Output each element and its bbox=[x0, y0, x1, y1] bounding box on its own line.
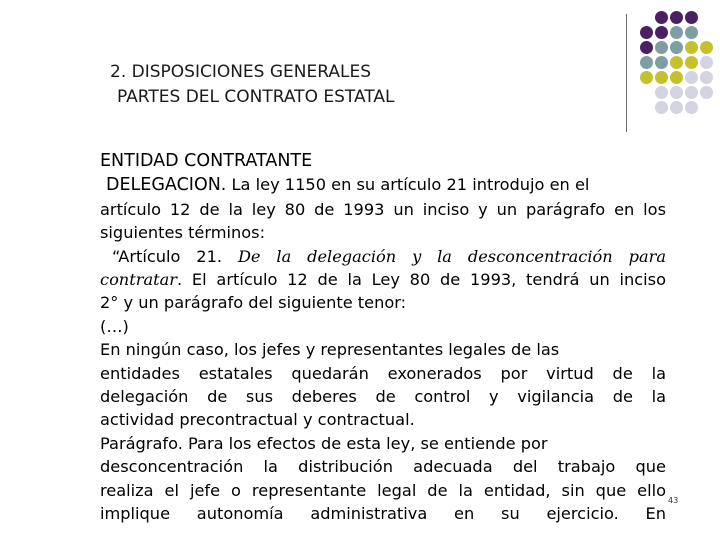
page-number: 43 bbox=[668, 496, 679, 505]
decorative-dot bbox=[655, 56, 668, 69]
paragraph-line: actividad precontractual y contractual. bbox=[100, 410, 415, 430]
article-title-italic: De la delegación y la desconcentración para bbox=[237, 246, 666, 266]
section-heading: ENTIDAD CONTRATANTE bbox=[100, 151, 313, 171]
decorative-dot bbox=[685, 71, 698, 84]
decorative-dot bbox=[640, 71, 653, 84]
text-line: siguientes términos: bbox=[100, 223, 266, 243]
decorative-dot bbox=[685, 56, 698, 69]
decorative-dot bbox=[640, 41, 653, 54]
decorative-dot bbox=[640, 26, 653, 39]
decorative-dot bbox=[655, 86, 668, 99]
text-line: 2° y un parágrafo del siguiente tenor: bbox=[100, 293, 407, 313]
delegacion-label: DELEGACION. bbox=[106, 175, 227, 196]
decorative-dot bbox=[670, 41, 683, 54]
paragraph-line: En ningún caso, los jefes y representantes legales de las bbox=[100, 340, 560, 360]
delegacion-line bbox=[100, 173, 666, 197]
decorative-dot bbox=[685, 101, 698, 114]
decorative-dot bbox=[700, 86, 713, 99]
decorative-dot bbox=[670, 86, 683, 99]
text-line: artículo 12 de la ley 80 de 1993 un inciso y un parágrafo en los bbox=[100, 199, 666, 219]
decorative-dot bbox=[670, 101, 683, 114]
decorative-dot bbox=[685, 41, 698, 54]
paragraph-line: entidades estatales quedarán exonerados por virtud de la bbox=[100, 363, 666, 383]
slide-subtitle: PARTES DEL CONTRATO ESTATAL bbox=[117, 87, 395, 107]
decorative-dot bbox=[670, 71, 683, 84]
decorative-dot bbox=[655, 11, 668, 24]
decorative-dot bbox=[685, 11, 698, 24]
decorative-dot bbox=[685, 86, 698, 99]
decorative-divider-line bbox=[626, 14, 627, 132]
decorative-dot bbox=[655, 26, 668, 39]
article-title-italic-end: contratar bbox=[100, 270, 178, 290]
ellipsis: (…) bbox=[100, 316, 129, 336]
paragraph-line: delegación de sus deberes de control y vigilancia de la bbox=[100, 387, 666, 407]
paragraph-line: Parágrafo. Para los efectos de esta ley, se entiende por bbox=[100, 433, 548, 453]
decorative-dot bbox=[700, 56, 713, 69]
delegacion-text: La ley 1150 en su artículo 21 introdujo en el bbox=[231, 175, 590, 195]
article-line bbox=[100, 245, 666, 268]
paragraph-line: realiza el jefe o representante legal de la entidad, sin que ello bbox=[100, 480, 666, 500]
decorative-dot bbox=[655, 41, 668, 54]
decorative-dot bbox=[670, 11, 683, 24]
slide-body bbox=[100, 150, 666, 526]
decorative-dot bbox=[670, 56, 683, 69]
decorative-dot bbox=[700, 71, 713, 84]
article-line-2 bbox=[100, 268, 666, 291]
article-rest: . El artículo 12 de la Ley 80 de 1993, tendrá un inciso bbox=[177, 270, 666, 290]
paragraph-line: implique autonomía administrativa en su ejercicio. En bbox=[100, 504, 666, 524]
slide-title: 2. DISPOSICIONES GENERALES bbox=[110, 62, 372, 82]
paragraph-line: desconcentración la distribución adecuada del trabajo que bbox=[100, 457, 666, 477]
decorative-dot bbox=[700, 41, 713, 54]
decorative-dot bbox=[685, 26, 698, 39]
decorative-dot bbox=[640, 56, 653, 69]
decorative-dot bbox=[655, 101, 668, 114]
decorative-dot bbox=[655, 71, 668, 84]
decorative-dot bbox=[670, 26, 683, 39]
article-prefix: “Artículo 21. bbox=[112, 246, 223, 266]
